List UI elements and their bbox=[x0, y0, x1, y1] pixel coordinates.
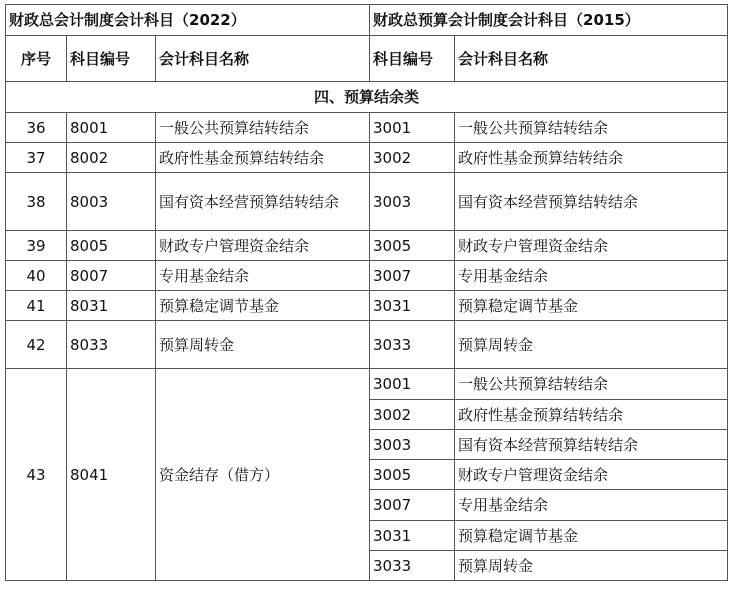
code-cell: 8031 bbox=[67, 291, 156, 321]
table-row bbox=[6, 143, 728, 173]
old-code-cell: 3002 bbox=[370, 143, 455, 173]
old-code-cell: 3007 bbox=[370, 261, 455, 291]
old-name-cell: 专用基金结余 bbox=[455, 490, 728, 521]
seq-cell: 39 bbox=[6, 231, 67, 261]
title-row bbox=[6, 5, 728, 36]
old-name-cell: 一般公共预算结转结余 bbox=[455, 369, 728, 400]
old-name-cell: 政府性基金预算结转结余 bbox=[455, 143, 728, 173]
code-cell: 8005 bbox=[67, 231, 156, 261]
seq-cell: 38 bbox=[6, 173, 67, 231]
name-cell: 预算周转金 bbox=[156, 321, 370, 369]
old-code-cell: 3033 bbox=[370, 551, 455, 581]
account-mapping-table bbox=[5, 4, 728, 581]
col-header-code-right: 科目编号 bbox=[370, 36, 455, 82]
table-row bbox=[6, 113, 728, 143]
old-code-cell: 3033 bbox=[370, 321, 455, 369]
old-name-cell: 财政专户管理资金结余 bbox=[455, 460, 728, 490]
old-code-cell: 3003 bbox=[370, 173, 455, 231]
code-cell: 8003 bbox=[67, 173, 156, 231]
table-row bbox=[6, 231, 728, 261]
old-name-cell: 预算稳定调节基金 bbox=[455, 521, 728, 551]
old-code-cell: 3005 bbox=[370, 460, 455, 490]
col-header-seq: 序号 bbox=[6, 36, 67, 82]
table-row bbox=[6, 261, 728, 291]
seq-cell: 42 bbox=[6, 321, 67, 369]
old-code-cell: 3003 bbox=[370, 430, 455, 460]
seq-cell: 36 bbox=[6, 113, 67, 143]
old-name-cell: 财政专户管理资金结余 bbox=[455, 231, 728, 261]
old-name-cell: 国有资本经营预算结转结余 bbox=[455, 173, 728, 231]
old-name-cell: 政府性基金预算结转结余 bbox=[455, 400, 728, 430]
section-title: 四、预算结余类 bbox=[6, 82, 728, 113]
old-name-cell: 预算周转金 bbox=[455, 551, 728, 581]
old-name-cell: 预算稳定调节基金 bbox=[455, 291, 728, 321]
old-code-cell: 3005 bbox=[370, 231, 455, 261]
seq-cell: 37 bbox=[6, 143, 67, 173]
column-header-row bbox=[6, 36, 728, 82]
table-row bbox=[6, 321, 728, 369]
seq-cell: 40 bbox=[6, 261, 67, 291]
col-header-code-left: 科目编号 bbox=[67, 36, 156, 82]
name-cell: 国有资本经营预算结转结余 bbox=[156, 173, 370, 231]
section-row bbox=[6, 82, 728, 113]
code-cell: 8033 bbox=[67, 321, 156, 369]
old-code-cell: 3031 bbox=[370, 291, 455, 321]
seq-cell: 41 bbox=[6, 291, 67, 321]
name-cell: 政府性基金预算结转结余 bbox=[156, 143, 370, 173]
name-cell: 资金结存（借方） bbox=[156, 369, 370, 581]
left-table-title: 财政总会计制度会计科目（2022） bbox=[6, 5, 370, 36]
code-cell: 8007 bbox=[67, 261, 156, 291]
table-row bbox=[6, 291, 728, 321]
col-header-name-right: 会计科目名称 bbox=[455, 36, 728, 82]
code-cell: 8041 bbox=[67, 369, 156, 581]
old-name-cell: 预算周转金 bbox=[455, 321, 728, 369]
right-table-title: 财政总预算会计制度会计科目（2015） bbox=[370, 5, 728, 36]
old-name-cell: 国有资本经营预算结转结余 bbox=[455, 430, 728, 460]
old-code-cell: 3001 bbox=[370, 369, 455, 400]
name-cell: 预算稳定调节基金 bbox=[156, 291, 370, 321]
code-cell: 8001 bbox=[67, 113, 156, 143]
old-code-cell: 3002 bbox=[370, 400, 455, 430]
name-cell: 专用基金结余 bbox=[156, 261, 370, 291]
col-header-name-left: 会计科目名称 bbox=[156, 36, 370, 82]
name-cell: 一般公共预算结转结余 bbox=[156, 113, 370, 143]
table-row bbox=[6, 173, 728, 231]
old-code-cell: 3031 bbox=[370, 521, 455, 551]
code-cell: 8002 bbox=[67, 143, 156, 173]
old-name-cell: 一般公共预算结转结余 bbox=[455, 113, 728, 143]
old-code-cell: 3001 bbox=[370, 113, 455, 143]
old-code-cell: 3007 bbox=[370, 490, 455, 521]
old-name-cell: 专用基金结余 bbox=[455, 261, 728, 291]
seq-cell: 43 bbox=[6, 369, 67, 581]
name-cell: 财政专户管理资金结余 bbox=[156, 231, 370, 261]
table-row bbox=[6, 369, 728, 400]
